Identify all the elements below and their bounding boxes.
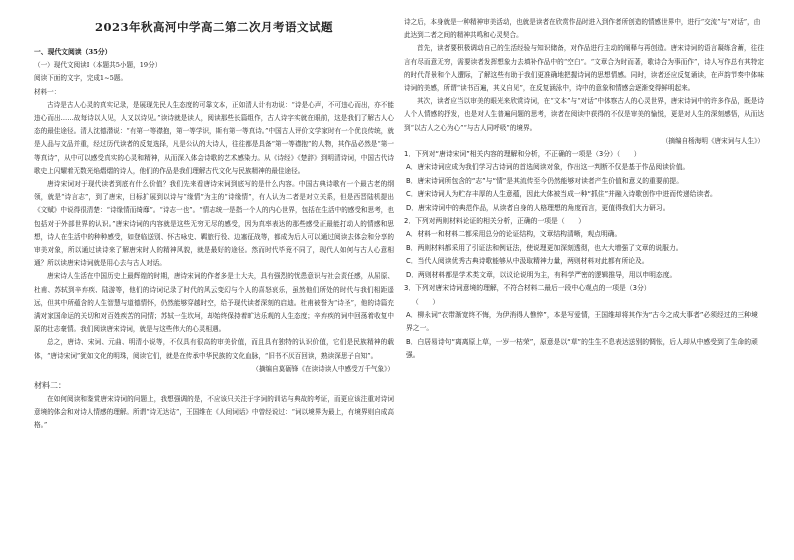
paragraph: 其次，读者应当以审美的眼光来欣赏诗词，在“文本”与“对话”中体察古人的心灵世界，唐宋诗词中的许多作品，既是诗人个人情感的抒发，也是对人生普遍问题的思考，读者在阅读中获得的不仅是审美的愉悦，更是对人生的深刻感悟，从而达到“以古人之心为心”“与古人同呼吸”的境界。 (404, 97, 764, 132)
page-title: 2023年秋高河中学高二第二次月考语文试题 (94, 20, 333, 34)
question-2-option-c[interactable]: C．当代人阅读优秀古典诗歌能够从中汲取精神力量，两则材料对此都有所论及。 (406, 257, 649, 266)
question-3-option-b[interactable]: B．白居易诗句“离离原上草，一岁一枯荣”，原意是以“草”的生生不息表达送别的惆怅，后人却从中感受到了生命的顽强。 (406, 337, 758, 360)
instruction-text: 阅读下面的文字，完成1~5题。 (34, 74, 128, 83)
paragraph: 总之，唐诗、宋词、元曲、明清小说等，不仅具有很高的审美价值，而且具有独特的认识价值，它们是民族精神的载体，“唐诗宋词”犹如文化的明珠，阅读它们，就是在传承中华民族的文化血脉，“旧书不厌百回读，熟读深思子自知”。 (34, 338, 394, 360)
left-column (34, 16, 394, 433)
answer-bracket[interactable]: （ ） (412, 297, 440, 306)
question-1-option-a[interactable]: A．唐宋诗词应成为我们学习古诗词的首选阅读对象，作出这一判断不仅是基于作品阅读价值。 (406, 163, 690, 172)
material-two-label: 材料二： (34, 381, 66, 391)
subsection-heading: （一）现代文阅读Ⅰ（本题共5小题，19分） (34, 61, 162, 70)
question-2: 2．下列对两则材料论证的相关分析，正确的一项是（ ） (404, 217, 586, 226)
question-3-option-a[interactable]: A．柳永词“衣带渐宽终不悔，为伊消得人憔悴”，本是写爱情，王国维却将其作为“古今之成大事者”必须经过的三种境界之一。 (406, 310, 758, 333)
paragraph: 唐宋诗人生活在中国历史上最辉煌的时期，唐诗宋词的作者多是士大夫，具有强烈的忧患意识与社会责任感，从屈原、杜甫、苏轼到辛弃疾、陆游等，他们的诗词记录了时代的风云变幻与个人的喜怒哀乐，虽然他们所处的时代与我们相距遥远，但其中所蕴含的人生智慧与道德情怀，仍然能够穿越时空，给予现代读者深刻的启迪。杜甫被誉为“诗圣”，他的诗篇充满对家国命运的关切和对百姓疾苦的同情；苏轼一生坎坷，却始终保持着旷达乐观的人生态度；辛弃疾的词中回荡着收复中原的壮志豪情。我们阅读唐宋诗词，就是与这些伟大的心灵相遇。 (34, 272, 394, 334)
question-3: 3．下列对唐宋诗词意境的理解，不符合材料二最后一段中心观点的一项是（3分） (404, 284, 651, 293)
material-one-label: 材料一： (34, 87, 61, 96)
paragraph: 古诗是古人心灵的真实记录，是展现先民人生态度的可靠文本，正如清人计有功说：“诗是心声，不可违心而出，亦不能违心而出……故每诗以人见，人又以诗见。”读诗就是读人，阅读那些长篇组作，古人诗字实就在眼前，这是我们了解古人心态的最佳途径。清人沈德潜说：“有第一等襟抱，第一等学识，斯有第一等真诗。”中国古人评价文学家时有一个优良传统，就是人品与文品并重，经过历代读者的反复选择，凡是公认的大诗人，往往都是具备“第一等襟抱”的人物，其作品必然是“第一等真诗”，从中可以感受真实的心灵和精神，从而深入体会诗歌的艺术感染力。从《诗经》《楚辞》到明清诗词，中国古代诗歌史上闪耀着无数光焰熠熠的诗人，他们的作品是我们理解古代文化与民族精神的最佳途径。 (34, 100, 394, 175)
question-2-option-b[interactable]: B．两则材料都采用了引证法和例证法，使说理更加深刻透彻，也大大增强了文章的说服力。 (406, 243, 683, 252)
paragraph: 首先，读者要积极调动自己的生活经验与知识储备，对作品进行主动的阐释与再创造。唐宋诗词的语言凝练含蓄，往往言有尽而意无穷，需要读者发挥想象力去填补作品中的“空白”。“文章合为时而著，歌诗合为事而作”，诗人写作总有其特定的时代背景和个人遭际，了解这些有助于我们更准确地把握诗词的思想情感。同时，读者还应反复诵读，在声韵节奏中体味诗词的美感，所谓“读书百遍，其义自见”，在反复涵泳中，诗中的意象和情感会逐渐变得鲜明起来。 (404, 44, 764, 93)
paragraph: 唐诗宋词对于现代读者到底有什么价值？我们先来看唐诗宋词到底写的是什么内容。中国古典诗歌有一个最古老的纲领，就是“诗言志”，到了唐宋，目标扩展到以诗与“缘情”为主的“诗缘情”，有人认为二者是对立关系，但是西晋陆机提出《文赋》中说得很清楚：“诗缘情而绮靡”。“诗志一也”。“情志统一是指一个人的内心世界，包括在生活中的感受和思考，也包括对于外部世界的认识。”唐宋诗词的内容就是这些无穷无尽的感受，因为真率表达的那些感受正最能打动人的情感和思想，诗人在生活中的种种感受，如登临送别、怀古咏史、羁旅行役、边塞征战等，都成为后人可以通过阅读去体会和分享的审美对象，所以通过读诗来了解唐宋时人的精神风貌，就是最好的途径。然而时代毕竟不同了，现代人如何与古人心意相通？所以读唐宋诗词就是用心去与古人对话。 (34, 180, 394, 268)
question-1-option-b[interactable]: B．唐宋诗词所包含的“志”与“情”是其流传至今仍然能够对读者产生价值和意义的重要前提。 (406, 176, 684, 185)
question-1: 1．下列对“唐诗宋词”相关内容的理解和分析，不正确的一项是（3分）（ ） (404, 150, 641, 159)
section-heading: 一、现代文阅读（35分） (34, 48, 112, 56)
source-citation: （摘编自杨海明《唐宋词与人生》） (661, 136, 764, 145)
question-2-option-a[interactable]: A．材料一和材料二都采用总分的论证结构，文章结构清晰，观点明确。 (406, 230, 622, 239)
right-column (404, 16, 764, 363)
paragraph: 诗之后，本身就是一种精神审美活动，也就是读者在欣赏作品时进入到作者所创造的情感世界中，进行“交流”与“对话”，由此达到二者之间的精神共鸣和心灵契合。 (404, 18, 761, 40)
question-1-option-d[interactable]: D．唐宋诗词中的典范作品，从读者自身的人格理想的角度而言，更值得我们大力研习。 (406, 203, 670, 212)
source-citation: （摘编自莫砺锋《在读诗读人中感受万千气象》） (252, 364, 394, 373)
paragraph: 在如何阅读和鉴赏唐宋诗词的问题上，我想强调的是，不应该只关注于字词的训诂与典故的考证，而更应该注重对诗词意境的体会和对诗人情感的理解。所谓“诗无达诂”，王国维在《人间词话》中曾经说过：“词以境界为最上，有境界则自成高格。” (34, 395, 394, 430)
question-2-option-d[interactable]: D．两则材料都是学术类文章，以议论说明为主，有科学严密的逻辑推导，用以申明态度。 (406, 270, 677, 279)
question-1-option-c[interactable]: C．唐宋诗词人为贮存丰厚的人生意蕴，因此大体被当成一种“抓住”并融入诗歌创作中进而传递给读者。 (406, 190, 717, 199)
